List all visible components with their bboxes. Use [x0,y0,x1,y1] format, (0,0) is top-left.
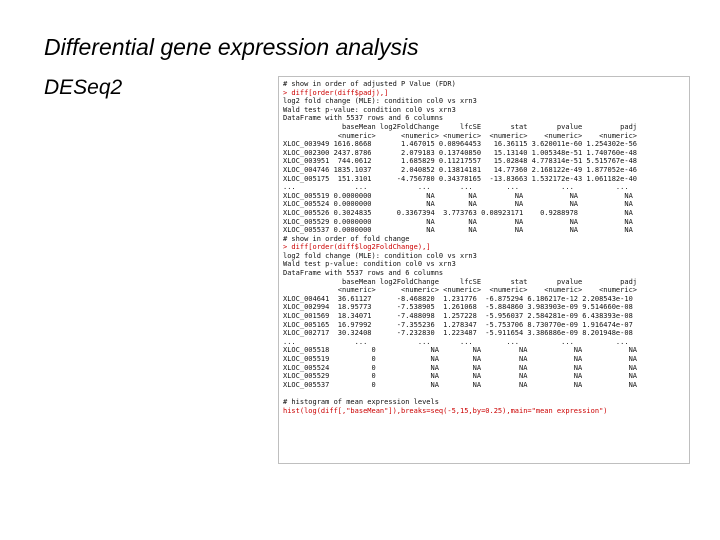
console-output-line: # histogram of mean expression levels [283,397,439,406]
console-output-line: <numeric> <numeric> <numeric> <numeric> <numeric> <numeric> [283,286,638,295]
console-output-line: XLOC_005529 0 NA NA NA NA NA [283,372,638,381]
console-output-line: log2 fold change (MLE): condition col0 vs xrn3 [283,97,477,106]
console-command-line: hist(log(diff[,"baseMean"]),breaks=seq(-5,15,by=0.25),main="mean expression") [283,406,608,415]
console-output-line: XLOC_005519 0.0000000 NA NA NA NA NA [283,191,633,200]
console-output-line: XLOC_005175 151.3101 -4.756780 0.34378165 -13.83663 1.532172e-43 1.061182e-40 [283,174,638,183]
console-output-line: XLOC_004641 36.61127 -8.468820 1.231776 -6.875294 6.186217e-12 2.208543e-10 [283,294,633,303]
console-command-line: > diff[order(diff$padj),] [283,88,389,97]
console-output-line: XLOC_005524 0 NA NA NA NA NA [283,363,638,372]
console-output-line [283,389,689,398]
console-output-line: Wald test p-value: condition col0 vs xrn3 [283,105,456,114]
console-output-line: baseMean log2FoldChange lfcSE stat pvalue padj [283,122,638,131]
console-command-line: > diff[order(diff$log2FoldChange),] [283,243,431,252]
console-output-line: XLOC_005537 0 NA NA NA NA NA [283,380,638,389]
console-output-line: XLOC_003951 744.0612 1.685829 0.11217557 15.02848 4.778314e-51 5.515767e-48 [283,157,638,166]
console-output-line: Wald test p-value: condition col0 vs xrn3 [283,260,456,269]
console-output-line: XLOC_005526 0.3024835 0.3367394 3.773763 0.08923171 0.9288978 NA [283,208,633,217]
console-output-line: XLOC_003949 1616.8668 1.467015 0.08964453 16.36115 3.620011e-60 1.254302e-56 [283,140,638,149]
console-output-line: log2 fold change (MLE): condition col0 vs xrn3 [283,251,477,260]
console-output-line: baseMean log2FoldChange lfcSE stat pvalue padj [283,277,638,286]
console-output-line: # show in order of fold change [283,234,410,243]
console-output-line: XLOC_005537 0.0000000 NA NA NA NA NA [283,226,633,235]
console-output-line: <numeric> <numeric> <numeric> <numeric> <numeric> <numeric> [283,131,638,140]
console-output-line: ... ... ... ... ... ... ... [283,337,629,346]
console-output-line: ... ... ... ... ... ... ... [283,183,629,192]
console-output-line: XLOC_004746 1835.1037 2.040852 0.13814181 14.77360 2.168122e-49 1.877052e-46 [283,165,638,174]
slide-subtitle: DESeq2 [44,76,123,99]
console-output-line: XLOC_005519 0 NA NA NA NA NA [283,355,638,363]
console-output-line: XLOC_005518 0 NA NA NA NA NA [283,346,638,355]
console-output-line: XLOC_005165 16.97992 -7.355236 1.278347 -5.753706 8.730770e-09 1.916474e-07 [283,320,633,329]
console-output-line: XLOC_002994 18.95773 -7.538905 1.261068 -5.884860 3.983903e-09 9.514660e-08 [283,303,633,312]
console-output-line: XLOC_002717 30.32408 -7.232830 1.223487 -5.911654 3.386886e-09 8.201948e-08 [283,329,633,338]
r-console-output [278,76,690,464]
console-output-line: DataFrame with 5537 rows and 6 columns [283,114,444,123]
console-output-line: XLOC_005524 0.0000000 NA NA NA NA NA [283,200,633,209]
console-output-line: XLOC_005529 0.0000000 NA NA NA NA NA [283,217,633,226]
console-output-line: XLOC_001569 18.34071 -7.488098 1.257228 -5.956037 2.584281e-09 6.438393e-08 [283,312,633,321]
console-output-line: XLOC_002300 2437.8786 2.079183 0.13740850 15.13140 1.005348e-51 1.740760e-48 [283,148,638,157]
console-output-line: DataFrame with 5537 rows and 6 columns [283,269,444,278]
slide-title: Differential gene expression analysis [44,34,419,60]
console-output-line: # show in order of adjusted P Value (FDR) [283,80,456,88]
